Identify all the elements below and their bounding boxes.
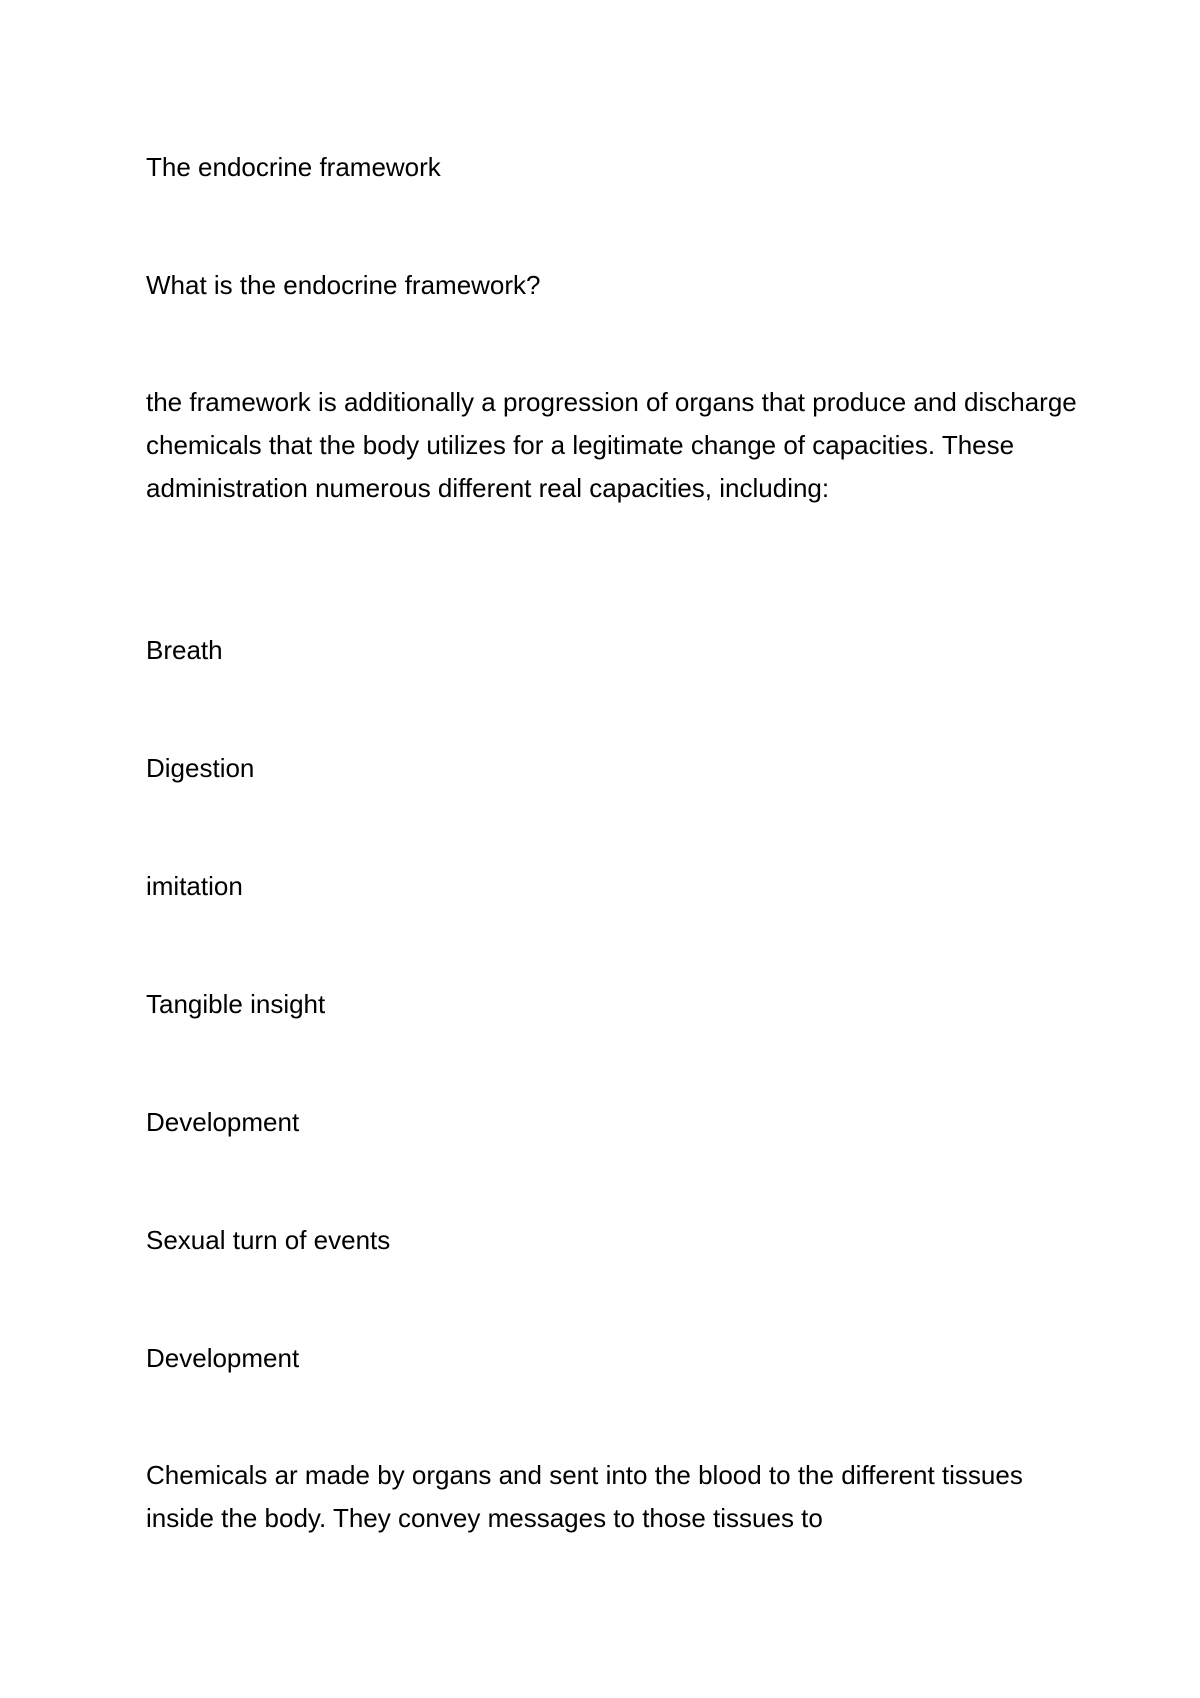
list-item: Development <box>146 1343 300 1373</box>
section-question: What is the endocrine framework? <box>146 270 541 300</box>
closing-paragraph: Chemicals ar made by organs and sent into the blood to the different tissues inside the body. They convey messages to those tissues to <box>146 1460 1023 1533</box>
list-item: Breath <box>146 635 223 665</box>
list-item: Digestion <box>146 753 255 783</box>
intro-paragraph: the framework is additionally a progression of organs that produce and discharge chemicals that the body utilizes for a legitimate change of capacities. These administration numerous different real capacities, including: <box>146 387 1077 503</box>
list-item: Tangible insight <box>146 989 326 1019</box>
list-item: Sexual turn of events <box>146 1225 391 1255</box>
list-item: Development <box>146 1107 300 1137</box>
document-title: The endocrine framework <box>146 152 441 182</box>
list-item: imitation <box>146 871 243 901</box>
